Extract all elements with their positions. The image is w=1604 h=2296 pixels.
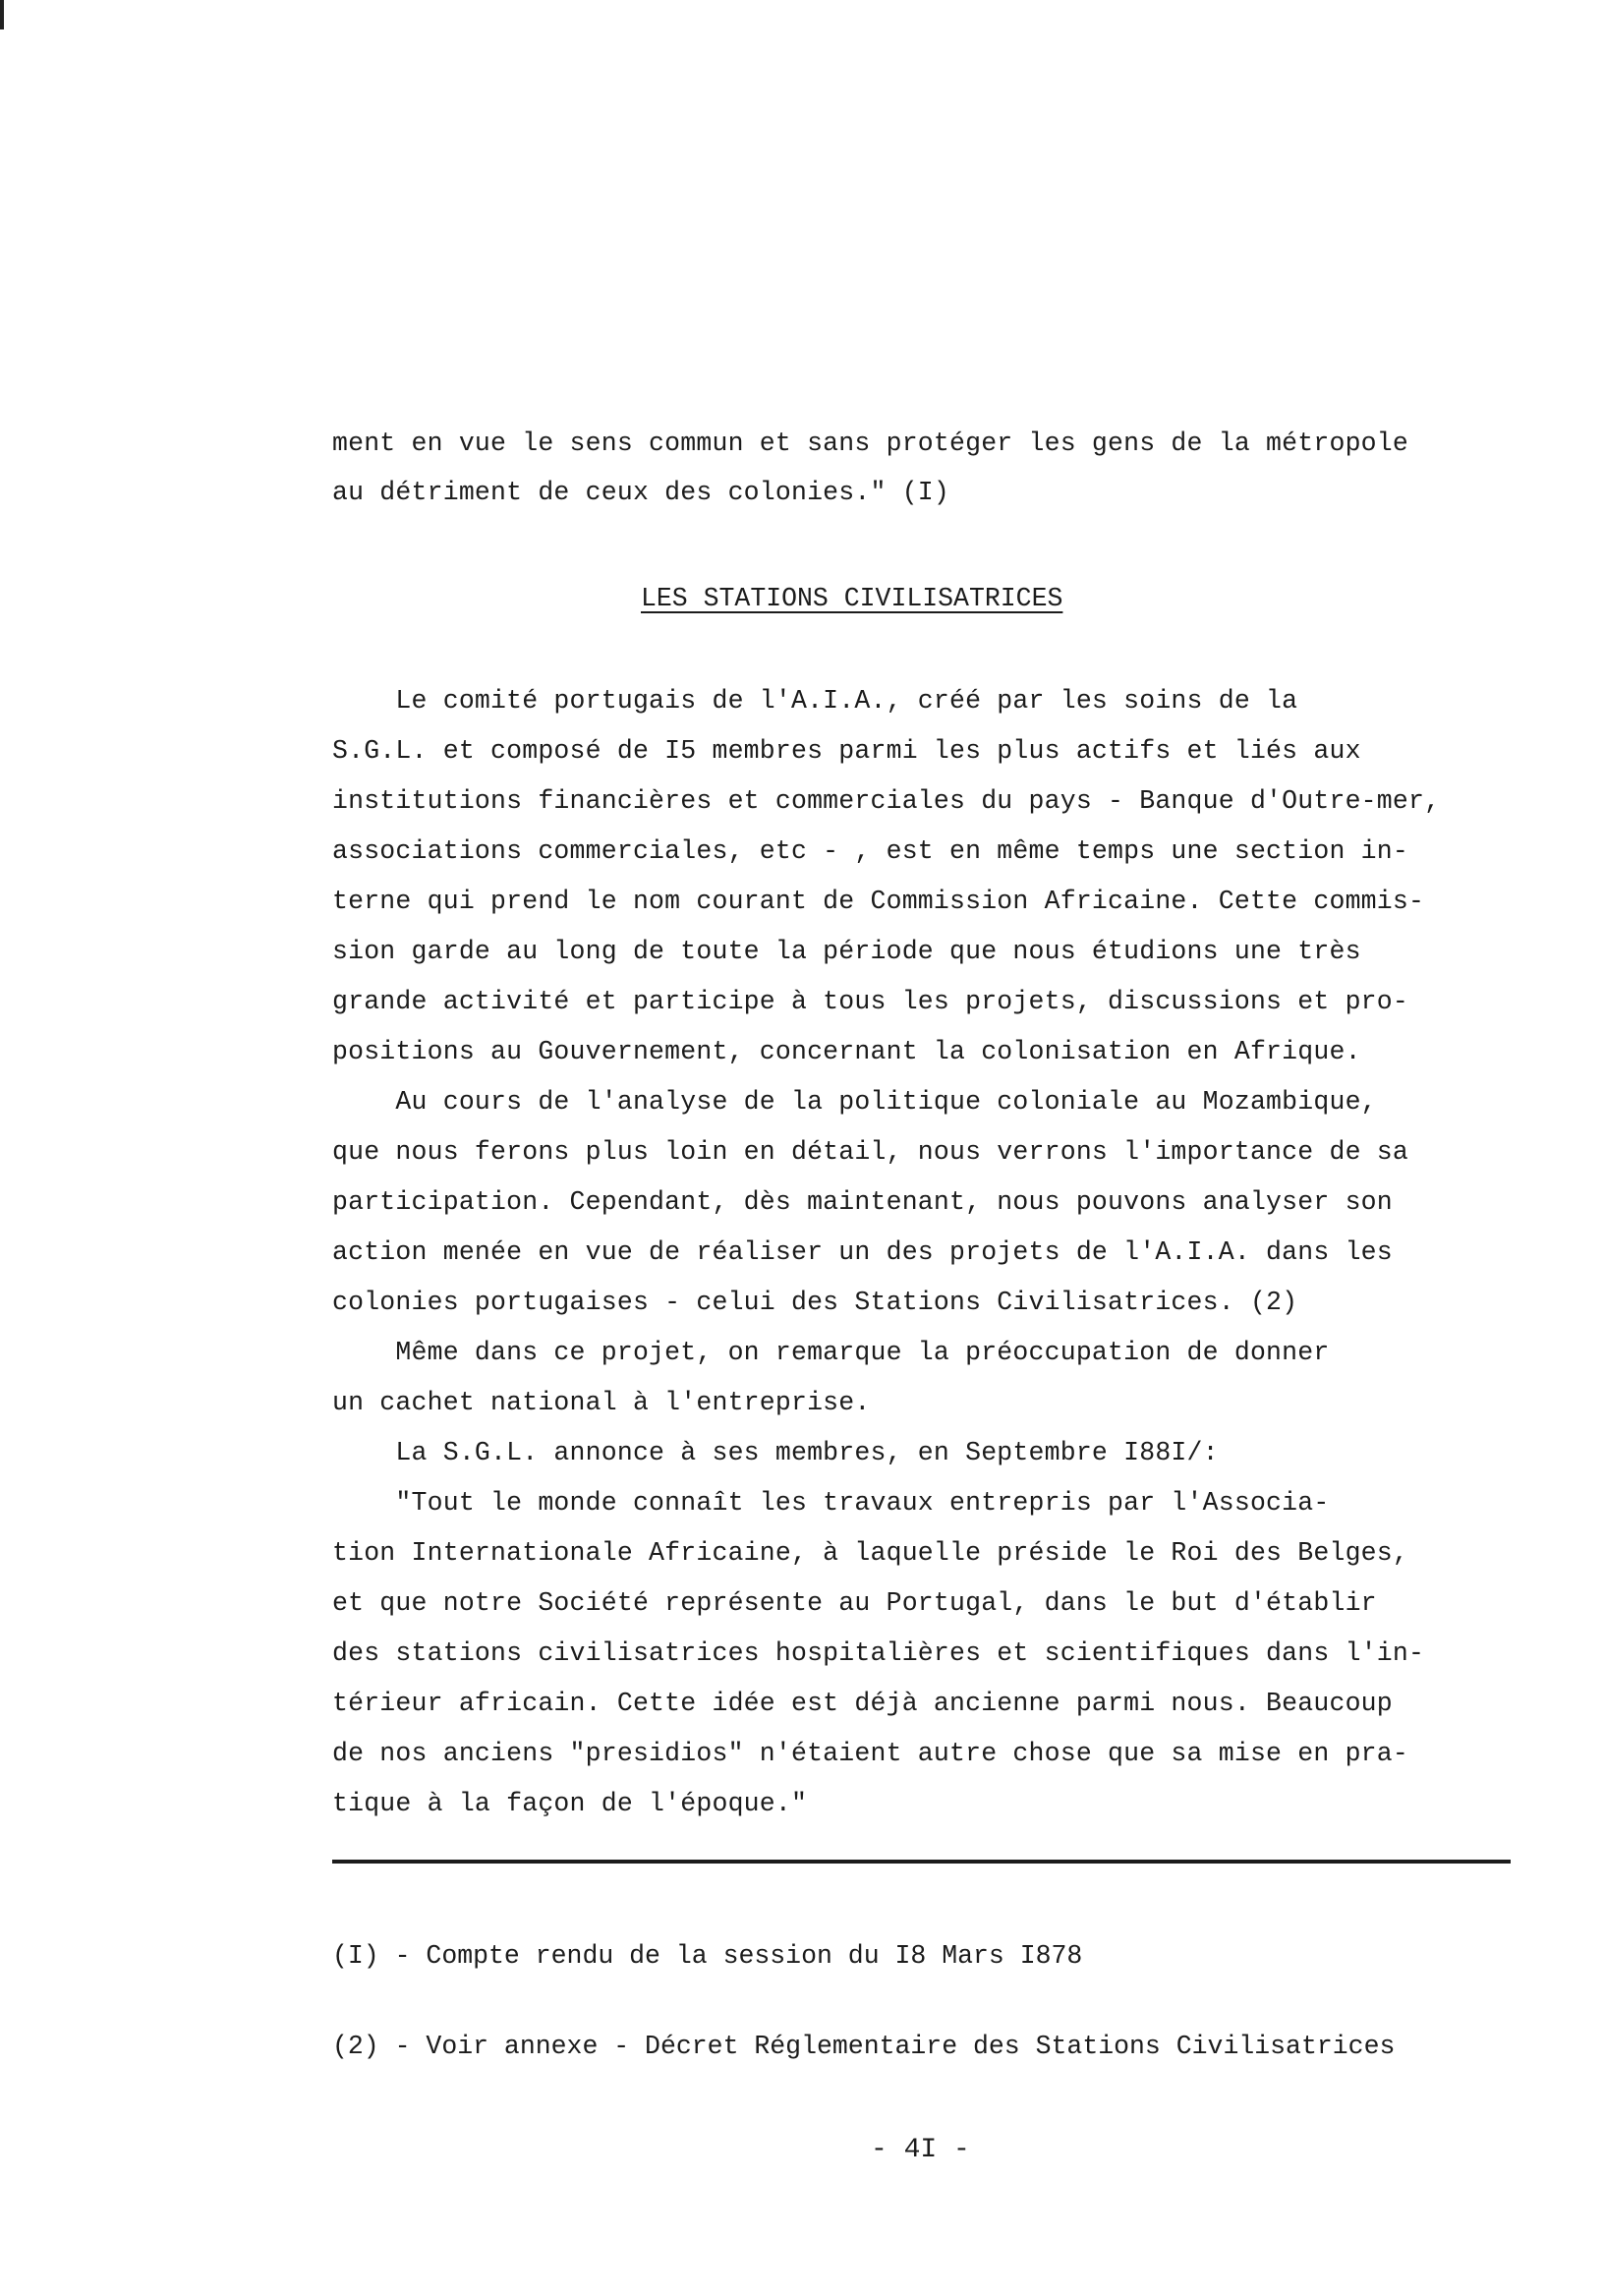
text-line: des stations civilisatrices hospitalières et scientifiques dans l'in- [332, 1638, 1425, 1668]
text-line: Le comité portugais de l'A.I.A., créé par les soins de la [332, 686, 1298, 716]
text-block-main [332, 686, 1512, 1818]
section-heading: LES STATIONS CIVILISATRICES [641, 584, 1063, 613]
footnotes [332, 1881, 1395, 2121]
text-line: "Tout le monde connaît les travaux entrepris par l'Associa- [332, 1488, 1330, 1518]
text-line: action menée en vue de réaliser un des projets de l'A.I.A. dans les [332, 1237, 1393, 1267]
text-line: que nous ferons plus loin en détail, nous verrons l'importance de sa [332, 1137, 1408, 1167]
text-line: La S.G.L. annonce à ses membres, en Septembre I88I/: [332, 1438, 1219, 1467]
text-line: tion Internationale Africaine, à laquelle préside le Roi des Belges, [332, 1538, 1408, 1568]
text-line: grande activité et participe à tous les projets, discussions et pro- [332, 987, 1408, 1016]
footnote-separator [332, 1860, 1511, 1864]
scan-edge-mark [0, 0, 4, 29]
text-line: et que notre Société représente au Portugal, dans le but d'établir [332, 1588, 1377, 1618]
text-line: terne qui prend le nom courant de Commission Africaine. Cette commis- [332, 887, 1425, 916]
text-block-intro [332, 429, 1512, 546]
text-line: au détriment de ceux des colonies." (I) [332, 478, 950, 507]
text-line: Au cours de l'analyse de la politique coloniale au Mozambique, [332, 1087, 1377, 1117]
footnote-1: (I) - Compte rendu de la session du I8 Mars I878 [332, 1941, 1083, 1971]
text-line: sion garde au long de toute la période que nous étudions une très [332, 937, 1361, 966]
footnote-2: (2) - Voir annexe - Décret Réglementaire des Stations Civilisatrices [332, 2032, 1396, 2061]
text-line: participation. Cependant, dès maintenant, nous pouvons analyser son [332, 1187, 1393, 1217]
text-line: tique à la façon de l'époque." [332, 1789, 808, 1818]
text-line: Même dans ce projet, on remarque la préoccupation de donner [332, 1338, 1330, 1367]
text-line: térieur africain. Cette idée est déjà ancienne parmi nous. Beaucoup [332, 1689, 1393, 1718]
text-line: positions au Gouvernement, concernant la colonisation en Afrique. [332, 1037, 1361, 1066]
text-line: de nos anciens "presidios" n'étaient autre chose que sa mise en pra- [332, 1739, 1408, 1768]
text-line: institutions financières et commerciales du pays - Banque d'Outre-mer, [332, 786, 1441, 816]
text-line: un cachet national à l'entreprise. [332, 1388, 871, 1417]
page-number: - 4I - [871, 2135, 970, 2165]
text-line: colonies portugaises - celui des Stations Civilisatrices. (2) [332, 1288, 1298, 1317]
text-line: S.G.L. et composé de I5 membres parmi les plus actifs et liés aux [332, 736, 1361, 766]
text-line: ment en vue le sens commun et sans protéger les gens de la métropole [332, 429, 1408, 458]
text-line: associations commerciales, etc - , est en même temps une section in- [332, 836, 1408, 866]
